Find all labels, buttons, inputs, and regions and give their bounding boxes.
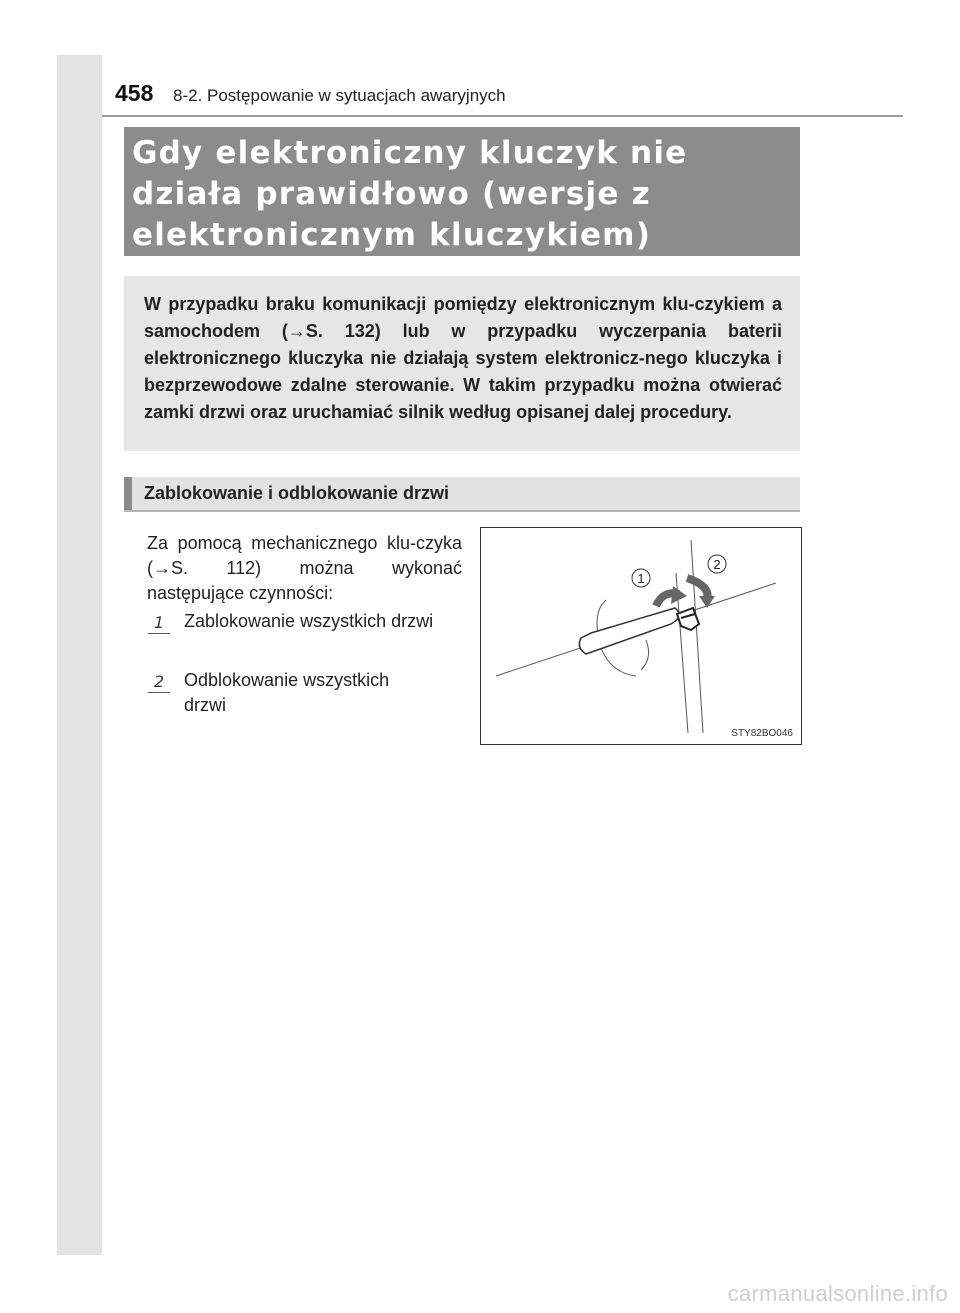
door-handle-illustration xyxy=(480,527,802,745)
page-title: Gdy elektroniczny kluczyk nie działa prawidłowo (wersje z elektronicznym kluczykiem) xyxy=(132,135,688,253)
door-edge-line xyxy=(691,540,703,733)
step-label: Odblokowanie wszystkich drzwi xyxy=(184,670,390,715)
subsection-heading-text: Zablokowanie i odblokowanie drzwi xyxy=(144,483,450,503)
page-number: 458 xyxy=(115,80,154,106)
step-number-badge: 2 xyxy=(148,672,170,693)
lock-arrow-icon xyxy=(671,586,687,604)
intro-box xyxy=(124,276,800,451)
page-header xyxy=(115,80,905,114)
door-handle-drawing xyxy=(481,528,803,746)
callout-2-label: 2 xyxy=(713,557,721,572)
intro-text: W przypadku braku komunikacji pomiędzy elektronicznym klu-czykiem a samochodem (→S. 132) lub w przypadku wyczerpania baterii elektronicznego kluczyka nie działają system elektronicz-nego kluczyka i bezprzewodowe zdalne sterowanie. W takim przypadku można otwierać zamki drzwi oraz uruchamiać silnik według opisanej dalej procedury. xyxy=(144,294,782,422)
header-rule xyxy=(102,115,903,117)
side-band xyxy=(57,55,102,1255)
section-title: 8-2. Postępowanie w sytuacjach awaryjnych xyxy=(173,86,506,105)
unlock-arrow-icon xyxy=(699,596,715,608)
title-box xyxy=(124,127,800,256)
door-handle xyxy=(579,608,679,654)
subheading-bar xyxy=(124,477,132,510)
handle-recess xyxy=(641,640,649,670)
figure-code: STY82BO046 xyxy=(731,728,793,739)
step-label: Zablokowanie wszystkich drzwi xyxy=(184,611,434,631)
watermark: carmanualsonline.info xyxy=(727,1281,948,1306)
subsection-heading xyxy=(124,477,800,512)
body-text: Za pomocą mechanicznego klu-czyka (→S. 112) można wykonać następujące czynności: xyxy=(147,533,462,603)
callout-1-label: 1 xyxy=(637,571,645,586)
step-number-badge: 1 xyxy=(148,613,170,634)
